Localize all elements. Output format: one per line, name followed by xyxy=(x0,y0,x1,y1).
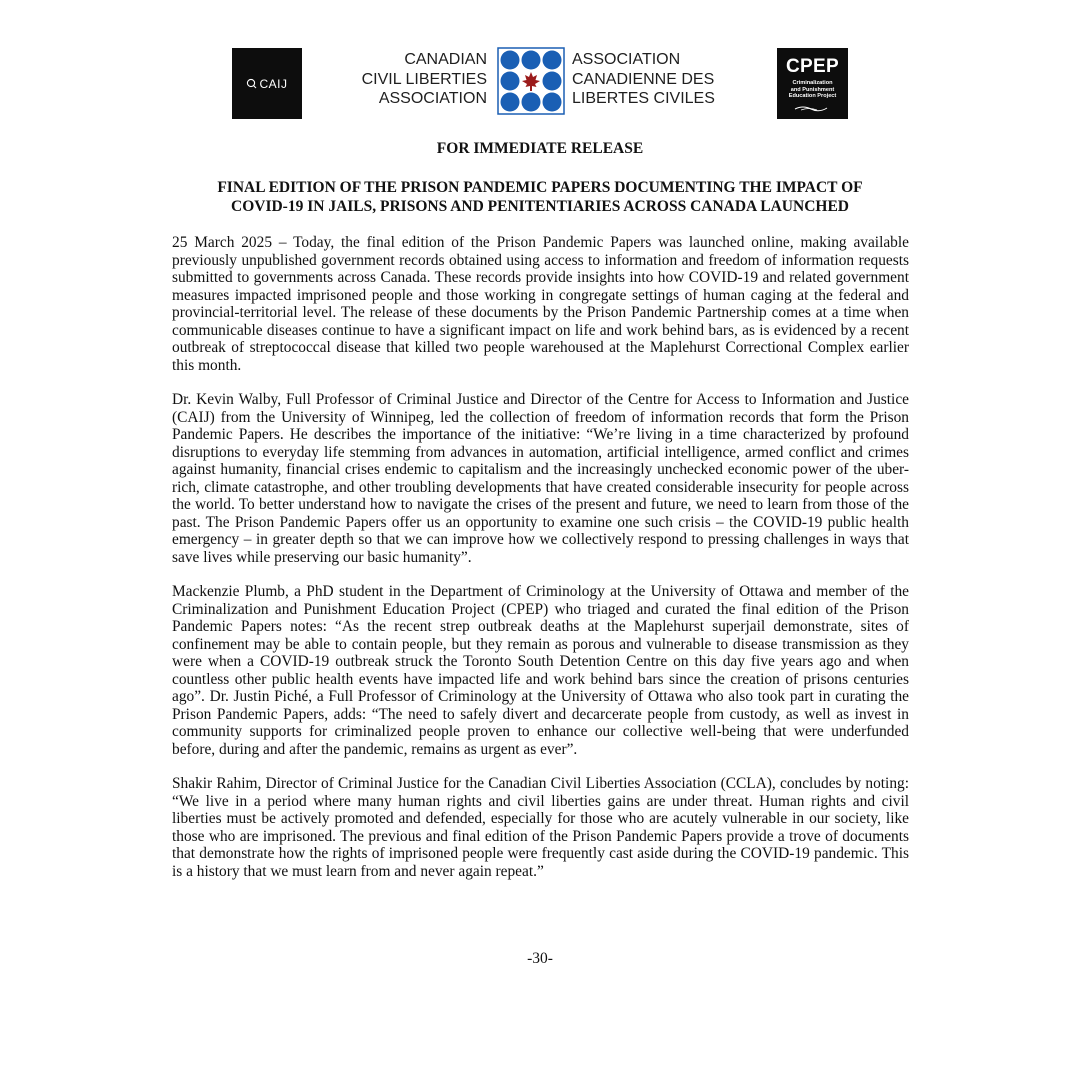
maple-leaf-icon xyxy=(522,72,540,91)
headline xyxy=(150,178,930,216)
paragraph: Shakir Rahim, Director of Criminal Justice for the Canadian Civil Liberties Association (CCLA), concludes by noting: “We live in a period where many human rights and civil liberties gains are under threat. Human rights and civil liberties must be actively promoted and defended, especially for those who are acutely vulnerable in our society, like those who are imprisoned. The previous and final edition of the Prison Pandemic Papers provide a trove of documents that demonstrate how the rights of imprisoned people were frequently cast aside during the COVID-19 pandemic. This is a history that we must learn from and never again repeat.” xyxy=(172,775,909,880)
ccla-english-line: CIVIL LIBERTIES xyxy=(361,70,487,88)
maple-leaf-circles-icon xyxy=(497,47,565,115)
cpep-subtitle-line: and Punishment xyxy=(790,86,835,93)
headline-line: FINAL EDITION OF THE PRISON PANDEMIC PAPERS DOCUMENTING THE IMPACT OF xyxy=(217,179,863,196)
headline-line: COVID-19 IN JAILS, PRISONS AND PENITENTIARIES ACROSS CANADA LAUNCHED xyxy=(231,198,849,215)
paragraph: 25 March 2025 – Today, the final edition of the Prison Pandemic Papers was launched online, making available previously unpublished government records obtained using access to information and freedom of information requests submitted to governments across Canada. These records provide insights into how COVID-19 and related government measures impacted imprisoned people and those working in congregate settings of human caging at the federal and provincial-territorial level. The release of these documents by the Prison Pandemic Partnership comes at a time when communicable diseases continue to have a significant impact on life and work behind bars, as is evidenced by a recent outbreak of streptococcal disease that killed two people warehoused at the Maplehurst Correctional Complex earlier this month. xyxy=(172,234,909,374)
press-release-body xyxy=(172,234,909,897)
end-marker: -30- xyxy=(527,950,553,967)
cpep-title: CPEP xyxy=(786,56,839,77)
cpep-logo xyxy=(777,48,848,119)
release-label: FOR IMMEDIATE RELEASE xyxy=(436,140,644,157)
ccla-english-line: CANADIAN xyxy=(404,51,487,68)
ccla-english-name xyxy=(267,50,487,109)
ccla-french-line: ASSOCIATION xyxy=(572,51,681,68)
swirl-icon xyxy=(793,104,833,112)
ccla-english-line: ASSOCIATION xyxy=(378,90,487,107)
cpep-subtitle-line: Education Project xyxy=(788,93,837,100)
cpep-subtitle-line: Criminalization xyxy=(792,80,833,86)
ccla-french-name xyxy=(572,50,792,109)
cpep-subtitle xyxy=(777,80,848,100)
paragraph: Dr. Kevin Walby, Full Professor of Criminal Justice and Director of the Centre for Access to Information and Justice (CAIJ) from the University of Winnipeg, led the collection of freedom of information records that form the Prison Pandemic Papers. He describes the importance of the initiative: “We’re living in a time characterized by profound disruptions to everyday life stemming from advances in automation, artificial intelligence, armed conflict and crimes against humanity, financial crises endemic to capitalism and the increasingly unchecked economic power of the uber-rich, climate catastrophe, and other troubling developments that have created considerable insecurity for people across the world. To better understand how to navigate the crises of the present and future, we need to learn from those of the past. The Prison Pandemic Papers offer us an opportunity to examine one such crisis – the COVID-19 public health emergency – in greater depth so that we can improve how we collectively respond to pressing challenges in ways that save lives while preserving our basic humanity”. xyxy=(172,391,909,566)
ccla-french-line: CANADIENNE DES xyxy=(572,70,715,88)
paragraph: Mackenzie Plumb, a PhD student in the Department of Criminology at the University of Ottawa and member of the Criminalization and Punishment Education Project (CPEP) who triaged and curated the final edition of the Prison Pandemic Papers notes: “As the recent strep outbreak deaths at the Maplehurst superjail demonstrate, sites of confinement may be able to contain people, but they remain as porous and vulnerable to disease transmission as they were when a COVID-19 outbreak struck the Toronto South Detention Centre on this day five years ago and when countless other public health events have impacted life and work behind bars since the creation of prisons centuries ago”. Dr. Justin Piché, a Full Professor of Criminology at the University of Ottawa who also took part in curating the Prison Pandemic Papers, adds: “The need to safely divert and decarcerate people from custody, as well as invest in community supports for criminalized people proven to enhance our collective well-being that were underfunded before, during and after the pandemic, remains as urgent as ever”. xyxy=(172,583,909,758)
caij-label: CAIJ xyxy=(259,76,288,91)
search-q-icon xyxy=(246,78,257,89)
ccla-french-line: LIBERTES CIVILES xyxy=(572,90,715,107)
